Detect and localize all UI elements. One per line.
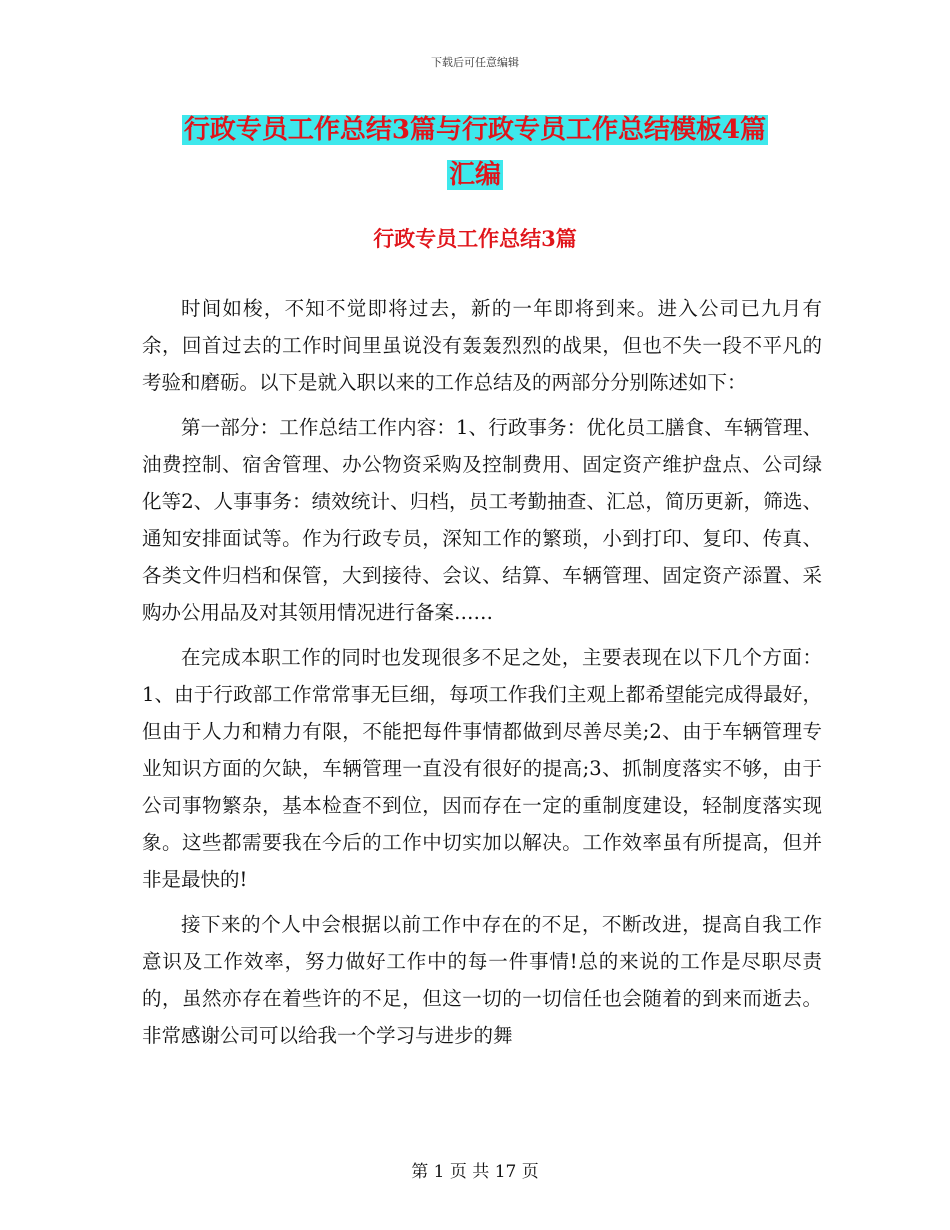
title-line-2: 汇编 [448, 160, 501, 190]
body-text [142, 290, 822, 1062]
title-line-1: 行政专员工作总结3篇与行政专员工作总结模板4篇 [183, 115, 767, 145]
paragraph: 第一部分：工作总结工作内容：1、行政事务：优化员工膳食、车辆管理、油费控制、宿舍管理、办公物资采购及控制费用、固定资产维护盘点、公司绿化等2、人事事务：绩效统计、归档，员工考勤抽查、汇总，简历更新，筛选、通知安排面试等。作为行政专员，深知工作的繁琐，小到打印、复印、传真、各类文件归档和保管，大到接待、会议、结算、车辆管理、固定资产添置、采购办公用品及对其领用情况进行备案…… [142, 416, 822, 624]
paragraph: 时间如梭，不知不觉即将过去，新的一年即将到来。进入公司已九月有余，回首过去的工作时间里虽说没有轰轰烈烈的战果，但也不失一段不平凡的考验和磨砺。以下是就入职以来的工作总结及的两部分分别陈述如下： [142, 297, 822, 394]
document-title [0, 108, 950, 198]
paragraph: 在完成本职工作的同时也发现很多不足之处，主要表现在以下几个方面：1、由于行政部工作常常事无巨细，每项工作我们主观上都希望能完成得最好，但由于人力和精力有限，不能把每件事情都做到尽善尽美;2、由于车辆管理专业知识方面的欠缺，车辆管理一直没有很好的提高;3、抓制度落实不够，由于公司事物繁杂，基本检查不到位，因而存在一定的重制度建设，轻制度落实现象。这些都需要我在今后的工作中切实加以解决。工作效率虽有所提高，但并非是最快的! [142, 646, 822, 891]
page-footer: 第 1 页 共 17 页 [411, 1162, 539, 1182]
paragraph: 接下来的个人中会根据以前工作中存在的不足，不断改进，提高自我工作意识及工作效率，努力做好工作中的每一件事情!总的来说的工作是尽职尽责的，虽然亦存在着些许的不足，但这一切的一切信任也会随着的到来而逝去。非常感谢公司可以给我一个学习与进步的舞 [142, 913, 822, 1047]
header-note: 下载后可任意编辑 [431, 56, 519, 69]
section-title: 行政专员工作总结3篇 [373, 226, 577, 251]
